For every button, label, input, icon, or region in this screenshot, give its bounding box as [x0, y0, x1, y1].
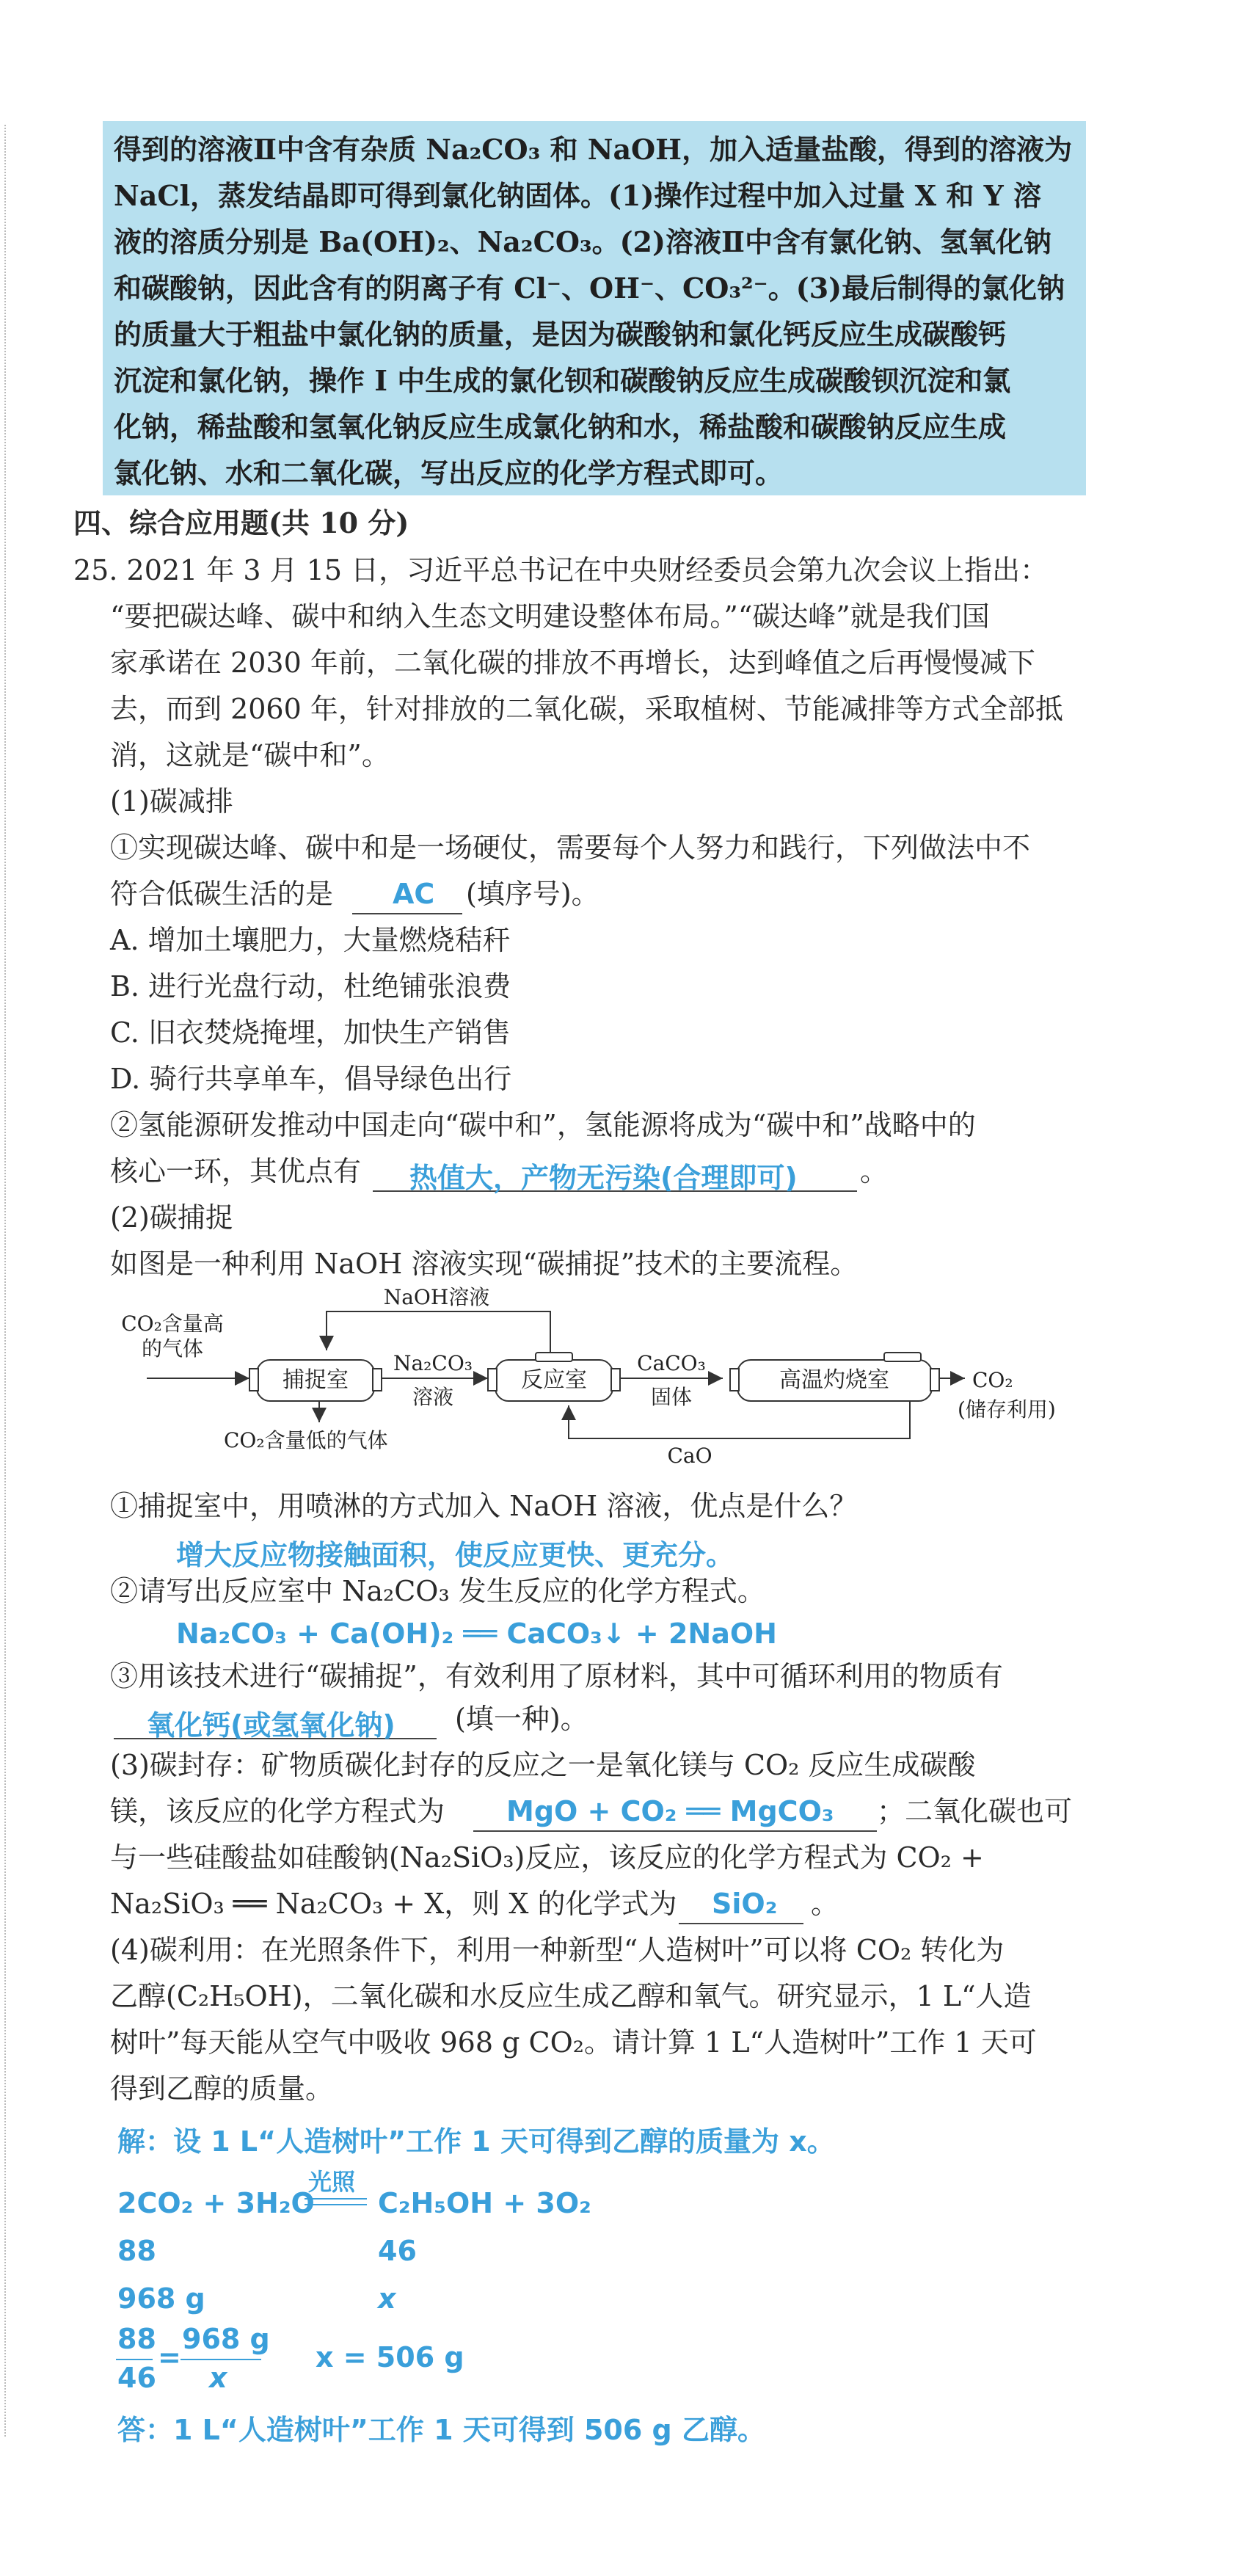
answer-underline: [679, 1923, 803, 1924]
solution-answer: 答：1 L“人造树叶”工作 1 天可得到 506 g 乙醇。: [117, 2414, 765, 2446]
input-label-1: CO₂含量高: [121, 1311, 224, 1336]
part1-q2-line-a: ②氢能源研发推动中国走向“碳中和”，氢能源将成为“碳中和”战略中的: [110, 1109, 976, 1141]
part1-title: (1)碳减排: [110, 785, 233, 818]
mid2-bot-label: 固体: [650, 1385, 693, 1409]
fraction1-bar: [116, 2359, 153, 2360]
fraction2-numerator: 968 g: [182, 2323, 270, 2355]
answer-p2-q3: 氧化钙(或氢氧化钠): [147, 1709, 395, 1742]
answer-p3-x: SiO₂: [712, 1888, 778, 1920]
option-a: A. 增加土壤肥力，大量燃烧秸秆: [110, 924, 511, 956]
part4-line-4: 得到乙醇的质量。: [110, 2073, 334, 2105]
q25-intro-3: 家承诺在 2030 年前，二氧化碳的排放不再增长，达到峰值之后再慢慢减下: [110, 647, 1035, 679]
part3-line-d-pre: Na₂SiO₃ ══ Na₂CO₃ + X，则 X 的化学式为: [110, 1888, 677, 1920]
analysis-line-4: 和碳酸钠，因此含有的阴离子有 Cl⁻、OH⁻、CO₃²⁻。(3)最后制得的氯化钠: [114, 272, 1065, 305]
section-title: 四、综合应用题(共 10 分): [73, 506, 409, 539]
box-capture-label: 捕捉室: [282, 1367, 349, 1393]
option-b: B. 进行光盘行动，杜绝铺张浪费: [110, 970, 511, 1003]
part3-line-a: (3)碳封存：矿物质碳化封存的反应之一是氧化镁与 CO₂ 反应生成碳酸: [110, 1749, 976, 1781]
part2-intro: 如图是一种利用 NaOH 溶液实现“碳捕捉”技术的主要流程。: [110, 1248, 859, 1280]
q25-intro-2: “要把碳达峰、碳中和纳入生态文明建设整体布局。”“碳达峰”就是我们国: [110, 600, 990, 633]
margin-dotted-rule: [4, 125, 6, 2437]
part3-line-c: 与一些硅酸盐如硅酸钠(Na₂SiO₃)反应，该反应的化学方程式为 CO₂ +: [110, 1841, 984, 1874]
answer-underline: [473, 1830, 877, 1832]
solution-mass-968: 968 g: [117, 2282, 205, 2315]
capture-chamber: [249, 1360, 382, 1401]
part1-q2-line-b-pre: 核心一环，其优点有: [110, 1155, 362, 1187]
solution-eq-right: C₂H₅OH + 3O₂: [378, 2187, 591, 2219]
analysis-line-3: 液的溶质分别是 Ba(OH)₂、Na₂CO₃。(2)溶液Ⅱ中含有氯化钠、氢氧化钠: [114, 225, 1051, 258]
solution-ratio-46: 46: [378, 2235, 417, 2267]
part4-line-2: 乙醇(C₂H₅OH)，二氧化碳和水反应生成乙醇和氧气。研究显示，1 L“人造: [110, 1980, 1032, 2012]
reaction-chamber: [488, 1353, 620, 1401]
answer-underline: [352, 913, 462, 914]
input-label-2: 的气体: [141, 1336, 204, 1361]
high-temp-furnace: [730, 1353, 939, 1401]
fraction1-numerator: 88: [117, 2323, 156, 2355]
option-c: C. 旧衣焚烧掩埋，加快生产销售: [110, 1016, 511, 1049]
part1-q2-line-b-post: 。: [860, 1155, 889, 1187]
part1-q1-line-b-post: (填序号)。: [466, 878, 599, 910]
part2-title: (2)碳捕捉: [110, 1201, 233, 1234]
solution-eq-condition: 光照: [308, 2168, 356, 2196]
loop-naoh-label: NaOH溶液: [383, 1285, 490, 1309]
analysis-line-1: 得到的溶液Ⅱ中含有杂质 Na₂CO₃ 和 NaOH，加入适量盐酸，得到的溶液为: [114, 133, 1073, 166]
fraction-equals: =: [158, 2341, 181, 2373]
q25-intro-1: 25. 2021 年 3 月 15 日，习近平总书记在中央财经委员会第九次会议上指出：: [73, 554, 1049, 586]
part2-q3: ③用该技术进行“碳捕捉”，有效利用了原材料，其中可循环利用的物质有: [110, 1660, 1003, 1692]
carbon-capture-flow-diagram: [110, 1281, 1115, 1479]
eq-double-bar-top: [305, 2198, 367, 2200]
solution-mass-x: x: [378, 2282, 396, 2315]
answer-p3-mgco3: MgO + CO₂ ══ MgCO₃: [506, 1795, 834, 1827]
part1-q1-line-a: ①实现碳达峰、碳中和是一场硬仗，需要每个人努力和践行，下列做法中不: [110, 832, 1031, 864]
eq-double-bar-bottom: [305, 2204, 367, 2205]
answer-p2-q1: 增大反应物接触面积，使反应更快、更充分。: [176, 1539, 734, 1571]
solution-eq-left: 2CO₂ + 3H₂O: [117, 2187, 315, 2219]
q25-intro-4: 去，而到 2060 年，针对排放的二氧化碳，采取植树、节能减排等方式全部抵: [110, 693, 1063, 725]
part4-line-1: (4)碳利用：在光照条件下，利用一种新型“人造树叶”可以将 CO₂ 转化为: [110, 1934, 1005, 1966]
analysis-line-8: 氯化钠、水和二氧化碳，写出反应的化学方程式即可。: [114, 456, 784, 490]
part3-line-b-pre: 镁，该反应的化学方程式为: [110, 1795, 445, 1827]
analysis-line-2: NaCl，蒸发结晶即可得到氯化钠固体。(1)操作过程中加入过量 X 和 Y 溶: [114, 179, 1041, 212]
part1-q1-line-b-pre: 符合低碳生活的是: [110, 878, 334, 910]
q25-intro-5: 消，这就是“碳中和”。: [110, 739, 390, 771]
part4-line-3: 树叶”每天能从空气中吸收 968 g CO₂。请计算 1 L“人造树叶”工作 1 天可: [110, 2026, 1037, 2059]
part3-line-d-post: 。: [811, 1888, 839, 1920]
part2-q3-post: (填一种)。: [455, 1703, 588, 1735]
mid2-top-label: CaCO₃: [637, 1351, 706, 1375]
fraction2-bar: [181, 2359, 261, 2360]
low-gas-label: CO₂含量低的气体: [224, 1428, 388, 1452]
mid1-top-label: Na₂CO₃: [393, 1351, 473, 1375]
output-co2-label: CO₂: [972, 1368, 1013, 1392]
fraction2-denominator: x: [209, 2362, 227, 2394]
option-d: D. 骑行共享单车，倡导绿色出行: [110, 1063, 512, 1095]
analysis-line-6: 沉淀和氯化钠，操作 Ⅰ 中生成的氯化钡和碳酸钠反应生成碳酸钡沉淀和氯: [114, 364, 1011, 397]
mid1-bot-label: 溶液: [412, 1385, 454, 1409]
solution-ratio-88: 88: [117, 2235, 156, 2267]
analysis-line-5: 的质量大于粗盐中氯化钠的质量，是因为碳酸钠和氯化钙反应生成碳酸钙: [114, 318, 1007, 351]
output-storage-label: (储存利用): [958, 1397, 1056, 1422]
box-furnace-label: 高温灼烧室: [779, 1367, 889, 1393]
analysis-line-7: 化钠，稀盐酸和氢氧化钠反应生成氯化钠和水，稀盐酸和碳酸钠反应生成: [114, 410, 1007, 443]
part2-q2: ②请写出反应室中 Na₂CO₃ 发生反应的化学方程式。: [110, 1575, 765, 1607]
fraction1-denominator: 46: [117, 2362, 156, 2394]
loop-cao-label: CaO: [667, 1444, 712, 1468]
answer-p1-q1: AC: [393, 878, 435, 910]
answer-p1-q2: 热值大，产物无污染(合理即可): [409, 1162, 798, 1194]
solution-result: x = 506 g: [316, 2341, 464, 2373]
part2-q1: ①捕捉室中，用喷淋的方式加入 NaOH 溶液，优点是什么？: [110, 1490, 858, 1522]
box-reaction-label: 反应室: [521, 1367, 587, 1393]
answer-p2-q2: Na₂CO₃ + Ca(OH)₂ ══ CaCO₃↓ + 2NaOH: [176, 1618, 777, 1650]
solution-intro: 解：设 1 L“人造树叶”工作 1 天可得到乙醇的质量为 x。: [117, 2125, 835, 2158]
part3-line-b-post: ；二氧化碳也可: [877, 1795, 1073, 1827]
